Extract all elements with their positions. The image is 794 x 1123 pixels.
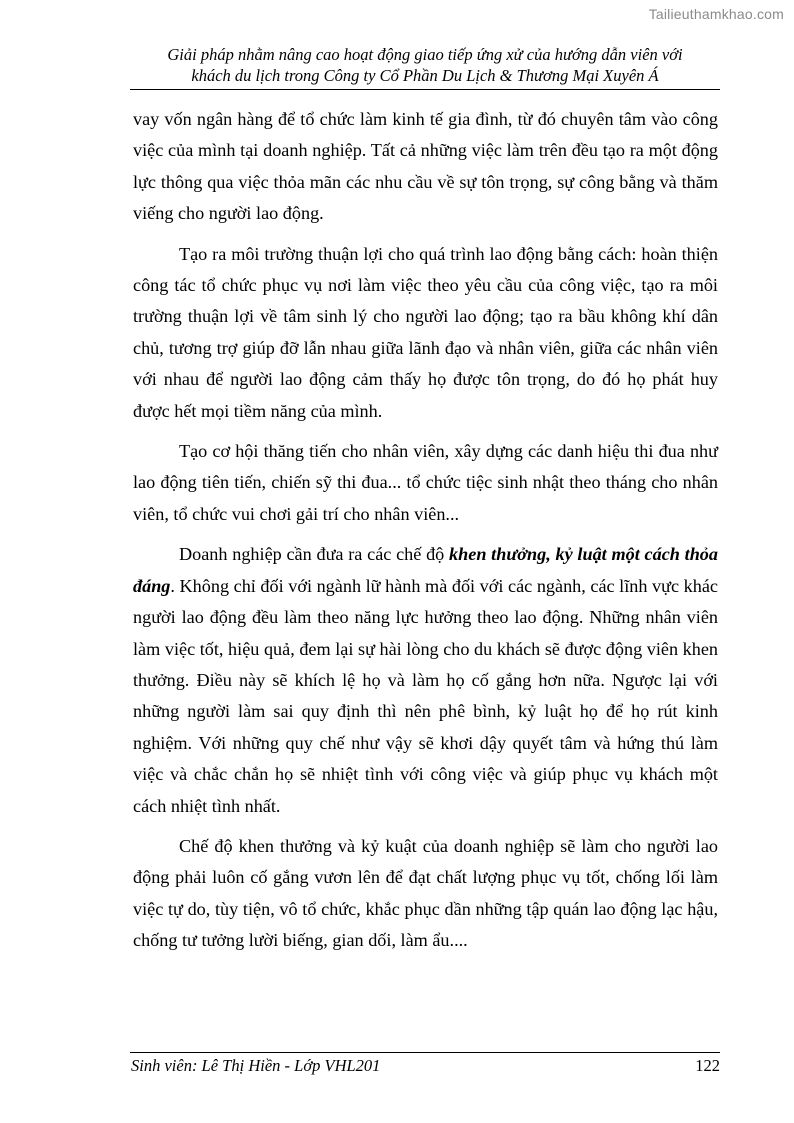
- paragraph-5: Chế độ khen thưởng và kỷ kuật của doanh nghiệp sẽ làm cho người lao động phải luôn cố gắng vươn lên để đạt chất lượng phục vụ tốt, chống lối làm việc tự do, tùy tiện, vô tổ chức, khắc phục dần những tập quán lao động lạc hậu, chống tư tưởng lười biếng, gian dối, làm ẩu....: [133, 835, 718, 951]
- paragraph-3: Tạo cơ hội thăng tiến cho nhân viên, xây dựng các danh hiệu thi đua như lao động tiên tiến, chiến sỹ thi đua... tổ chức tiệc sinh nhật theo tháng cho nhân viên, tổ chức vui chơi gải trí cho nhân viên...: [133, 441, 718, 524]
- paragraph-4-emphasis: khen thưởng, kỷ luật một cách thỏa đáng: [133, 544, 718, 596]
- header-divider: [130, 89, 720, 90]
- page-header: [130, 44, 720, 86]
- body-text: [133, 104, 718, 966]
- footer-divider: [130, 1052, 720, 1053]
- paragraph-2: Tạo ra môi trường thuận lợi cho quá trình lao động bằng cách: hoàn thiện công tác tổ chức phục vụ nơi làm việc theo yêu cầu của công việc, tạo ra môi trường thuận lợi về tâm sinh lý cho người lao động; tạo ra bầu không khí dân chủ, tương trợ giúp đỡ lẫn nhau giữa lãnh đạo và nhân viên, giữa các nhân viên với nhau để người lao động cảm thấy họ được tôn trọng, do đó họ phát huy được hết mọi tiềm năng của mình.: [133, 243, 718, 421]
- footer-author: Sinh viên: Lê Thị Hiền - Lớp VHL201: [131, 1056, 381, 1075]
- paragraph-4-intro: Doanh nghiệp cần đưa ra các chế độ: [179, 544, 450, 565]
- paragraph-4: [133, 539, 718, 822]
- header-line-2: khách du lịch trong Công ty Cổ Phần Du Lịch & Thương Mại Xuyên Á: [191, 66, 659, 85]
- page-number: 122: [695, 1056, 720, 1075]
- header-line-1: Giải pháp nhằm nâng cao hoạt động giao tiếp ứng xử của hướng dẫn viên với: [167, 45, 683, 64]
- paragraph-1: vay vốn ngân hàng để tổ chức làm kinh tế gia đình, từ đó chuyên tâm vào công việc của mình tại doanh nghiệp. Tất cả những việc làm trên đều tạo ra một động lực thông qua việc thỏa mãn các nhu cầu về sự tôn trọng, sự công bằng và thăm viếng cho người lao động.: [133, 109, 718, 224]
- watermark: Tailieuthamkhao.com: [648, 6, 784, 22]
- paragraph-4-rest: . Không chỉ đối với ngành lữ hành mà đối với các ngành, các lĩnh vực khác người lao động đều làm theo năng lực hưởng theo lao động. Những nhân viên làm việc tốt, hiệu quả, đem lại sự hài lòng cho du khách sẽ được động viên khen thưởng. Điều này sẽ khích lệ họ và làm họ cố gắng hơn nữa. Ngược lại với những người làm sai quy định thì nên phê bình, kỷ luật họ để họ rút kinh nghiệm. Với những quy chế như vậy sẽ khơi dậy quyết tâm và hứng thú làm việc và chắc chắn họ sẽ nhiệt tình với công việc và giúp phục vụ khách một cách nhiệt tình nhất.: [133, 575, 718, 816]
